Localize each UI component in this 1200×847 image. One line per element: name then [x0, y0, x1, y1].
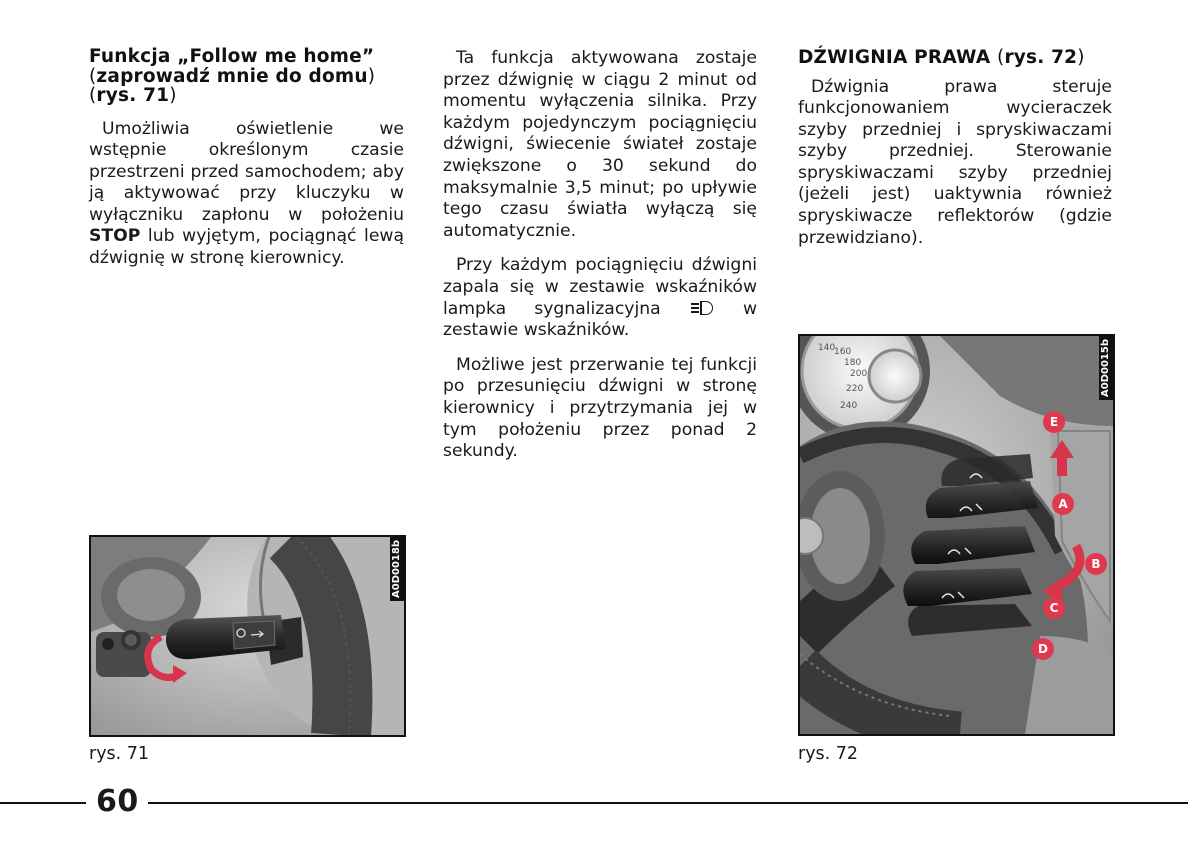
label-C: C: [1049, 601, 1059, 615]
speedo-tick: 140: [818, 343, 836, 353]
middle-column: [443, 48, 757, 463]
left-column: [89, 47, 404, 270]
footer-rule-right: [148, 802, 1188, 804]
speedo-tick: 200: [850, 369, 868, 379]
heading-figure-ref: rys. 71: [96, 85, 170, 106]
speedo-tick: 240: [840, 401, 858, 411]
heading-main: Funkcja „Follow me home”: [89, 46, 375, 67]
activation-paragraph: Ta funkcja aktywowana zostaje przez dźwignię w ciągu 2 minut od momentu wyłączenia silnika. Przy każdym pojedynczym pociągnięciu dźwigni, świecenie świateł zostaje zwiększone o 30 sekund do maksymalnie 3,5 minut; po upływie tego czasu światła wyłączą się automatycznie.: [443, 48, 757, 241]
figure-71: [89, 535, 406, 737]
interrupt-paragraph: Możliwe jest przerwanie tej funkcji po przesunięciu dźwigni w stronę kierownicy i przytrzymania jej w tym położeniu przez ponad 2 sekundy.: [443, 354, 757, 462]
label-B: B: [1091, 557, 1101, 571]
figure-72-code: A0D0015b: [1099, 336, 1113, 400]
follow-me-home-paragraph: Umożliwia oświetlenie we wstępnie określonym czasie przestrzeni przed samochodem; aby ją aktywować przy kluczyku w wyłączniku zapłonu w położeniu STOP lub wyjętym, pociągnąć lewą dźwignię w stronę kierownicy.: [89, 118, 404, 269]
page-number: 60: [96, 784, 139, 819]
follow-me-home-lamp-icon: [691, 301, 713, 315]
figure-72: [798, 334, 1115, 736]
indicator-paragraph: Przy każdym pociągnięciu dźwigni zapala się w zestawie wskaźników lampka sygnalizacyjna w zestawie wskaźników.: [443, 255, 758, 341]
figure-71-code: A0D0018b: [390, 537, 404, 601]
figure-72-image: [800, 336, 1113, 734]
heading-sub: zaprowadź mnie do domu: [96, 65, 368, 87]
footer-rule-left: [0, 802, 86, 804]
speedo-tick: 220: [846, 384, 864, 394]
label-E: E: [1049, 415, 1059, 429]
figure-72-caption: rys. 72: [798, 744, 859, 764]
heading-main: DŹWIGNIA PRAWA: [798, 47, 991, 68]
speedo-tick: 180: [844, 358, 862, 368]
label-D: D: [1038, 642, 1048, 656]
label-A: A: [1058, 497, 1068, 511]
right-column: [798, 48, 1112, 249]
right-lever-heading: DŹWIGNIA PRAWA (rys. 72): [798, 47, 1085, 68]
figure-71-caption: rys. 71: [89, 744, 150, 764]
follow-me-home-heading: Funkcja „Follow me home” (zaprowadź mnie do domu) (rys. 71): [89, 46, 376, 106]
stop-keyword: STOP: [89, 226, 141, 247]
heading-figure-ref: rys. 72: [1004, 47, 1078, 68]
speedo-tick: 160: [834, 347, 852, 357]
right-lever-paragraph: Dźwignia prawa steruje funkcjonowaniem wycieraczek szyby przedniej i spryskiwaczami szyby przedniej. Sterowanie spryskiwaczami szyby przedniej (jeżeli jest) uaktywnia również spryskiwacze reflektorów (gdzie przewidziano).: [798, 76, 1112, 248]
figure-71-image: [91, 537, 404, 735]
